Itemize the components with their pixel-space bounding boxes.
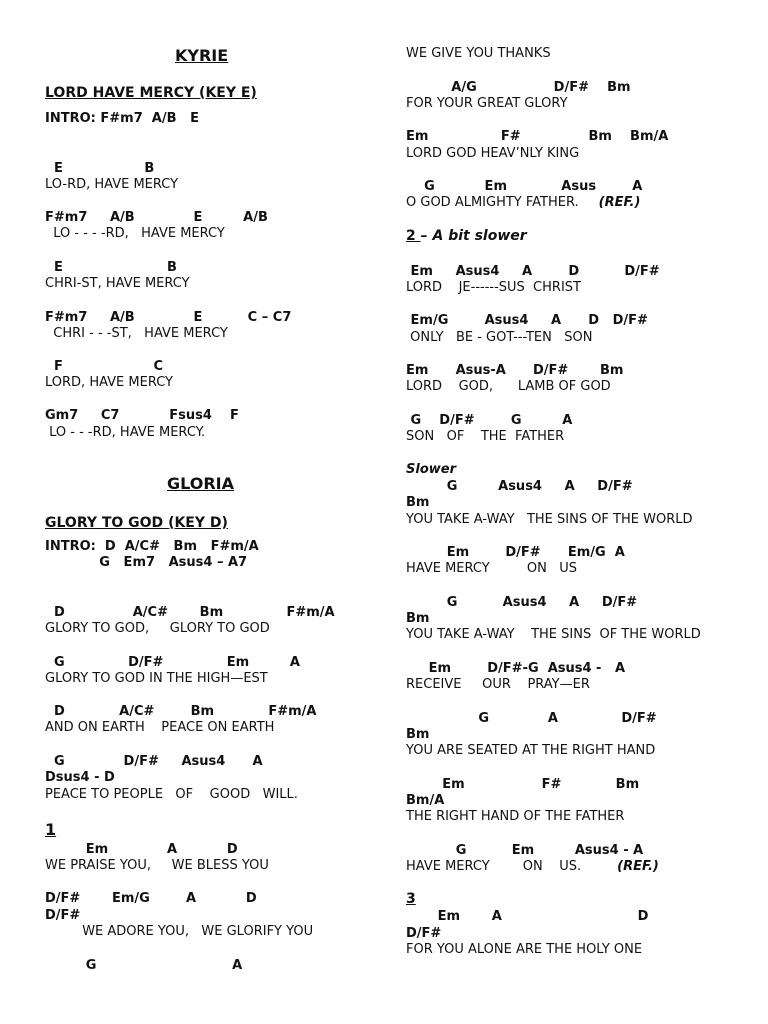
lyric-line xyxy=(406,195,640,210)
gloria-heading xyxy=(45,516,228,531)
lyric-text: O GOD ALMIGHTY FATHER. xyxy=(406,195,579,210)
section-2-number: 2 xyxy=(406,228,421,244)
lyric-line: ONLY BE - GOT---TEN SON xyxy=(406,330,593,345)
kyrie-title: KYRIE xyxy=(175,46,229,65)
chord-line: Em/G Asus4 A D D/F# xyxy=(406,313,648,328)
lyric-line: LO - - -RD, HAVE MERCY. xyxy=(45,425,206,440)
slower-label: Slower xyxy=(406,462,456,477)
chord-line: Bm xyxy=(406,495,430,510)
chord-line: G D/F# Asus4 A xyxy=(45,754,263,769)
section-2-text: – A bit slower xyxy=(420,228,527,244)
chord-line: Dsus4 - D xyxy=(45,770,115,785)
gloria-key: (KEY D) xyxy=(168,515,228,531)
chord-line: Gm7 C7 Fsus4 F xyxy=(45,408,239,423)
chord-line: G A xyxy=(45,958,243,973)
chord-line: Em D/F# Em/G A xyxy=(406,545,625,560)
chord-line: Bm xyxy=(406,611,430,626)
chord-line: E B xyxy=(45,161,155,176)
lyric-line: CHRI-ST, HAVE MERCY xyxy=(45,276,190,291)
chord-line: Em D/F#-G Asus4 - A xyxy=(406,661,626,676)
lyric-line: SON OF THE FATHER xyxy=(406,429,565,444)
lyric-line: AND ON EARTH PEACE ON EARTH xyxy=(45,720,275,735)
ref-marker: (REF.) xyxy=(617,859,659,874)
chord-line: Em A D xyxy=(406,909,649,924)
lyric-line: PEACE TO PEOPLE OF GOOD WILL. xyxy=(45,787,298,802)
gloria-title: GLORIA xyxy=(167,474,235,493)
lyric-line: YOU TAKE A-WAY THE SINS OF THE WORLD xyxy=(406,627,701,642)
chord-line: D/F# xyxy=(45,908,81,923)
chord-line: D/F# Em/G A D xyxy=(45,891,257,906)
chord-line: Bm/A xyxy=(406,793,445,808)
chord-line: G A D/F# xyxy=(406,711,657,726)
chord-line: D A/C# Bm F#m/A xyxy=(45,704,317,719)
lyric-line: WE PRAISE YOU, WE BLESS YOU xyxy=(45,858,269,873)
lyric-line: YOU ARE SEATED AT THE RIGHT HAND xyxy=(406,743,656,758)
lyric-line: LORD GOD HEAV’NLY KING xyxy=(406,146,580,161)
lyric-line: FOR YOU ALONE ARE THE HOLY ONE xyxy=(406,942,643,957)
kyrie-heading-text: LORD HAVE MERCY xyxy=(45,85,200,101)
gloria-heading-text: GLORY TO GOD xyxy=(45,515,169,531)
lyric-line: RECEIVE OUR PRAY—ER xyxy=(406,677,590,692)
kyrie-key: (KEY E) xyxy=(199,85,257,101)
section-2-heading xyxy=(406,229,527,244)
chord-line: F#m7 A/B E A/B xyxy=(45,210,268,225)
chord-line: F C xyxy=(45,359,163,374)
chord-line: Em F# Bm Bm/A xyxy=(406,129,669,144)
lyric-line: LO - - - -RD, HAVE MERCY xyxy=(45,226,225,241)
lyric-line: LO-RD, HAVE MERCY xyxy=(45,177,179,192)
chord-line: Em F# Bm xyxy=(406,777,640,792)
chord-line: D A/C# Bm F#m/A xyxy=(45,605,335,620)
chord-line: G Asus4 A D/F# xyxy=(406,479,633,494)
kyrie-heading xyxy=(45,86,257,101)
lyric-line: FOR YOUR GREAT GLORY xyxy=(406,96,568,111)
gloria-intro-line2: G Em7 Asus4 – A7 xyxy=(45,555,248,570)
chord-line: G D/F# Em A xyxy=(45,655,300,670)
lyric-line: LORD GOD, LAMB OF GOD xyxy=(406,379,611,394)
ref-marker: (REF.) xyxy=(598,195,641,210)
chord-line: G Em Asus4 - A xyxy=(406,843,644,858)
kyrie-intro: INTRO: F#m7 A/B E xyxy=(45,111,199,126)
lyric-text: HAVE MERCY ON US. xyxy=(406,859,582,874)
section-3-label: 3 xyxy=(406,891,416,907)
chord-line: Em Asus4 A D D/F# xyxy=(406,264,660,279)
lyric-line: WE GIVE YOU THANKS xyxy=(406,46,551,61)
lyric-line: WE ADORE YOU, WE GLORIFY YOU xyxy=(45,924,314,939)
lyric-line: GLORY TO GOD IN THE HIGH—EST xyxy=(45,671,268,686)
chord-line: A/G D/F# Bm xyxy=(406,80,631,95)
chord-line: F#m7 A/B E C – C7 xyxy=(45,310,292,325)
lyric-line: THE RIGHT HAND OF THE FATHER xyxy=(406,809,625,824)
chord-line: Em A D xyxy=(45,842,238,857)
chord-line: G D/F# G A xyxy=(406,413,573,428)
lyric-line: GLORY TO GOD, GLORY TO GOD xyxy=(45,621,270,636)
chord-line: G Em Asus A xyxy=(406,179,643,194)
gloria-intro-line1: INTRO: D A/C# Bm F#m/A xyxy=(45,539,259,554)
chord-line: G Asus4 A D/F# xyxy=(406,595,638,610)
lyric-line: YOU TAKE A-WAY THE SINS OF THE WORLD xyxy=(406,512,693,527)
chord-line: D/F# xyxy=(406,926,442,941)
lyric-line: LORD, HAVE MERCY xyxy=(45,375,174,390)
lyric-line: CHRI - - -ST, HAVE MERCY xyxy=(45,326,228,341)
lyric-line: HAVE MERCY ON US xyxy=(406,561,577,576)
chord-line: Em Asus-A D/F# Bm xyxy=(406,363,624,378)
lyric-line: LORD JE------SUS CHRIST xyxy=(406,280,581,295)
chord-line: E B xyxy=(45,260,177,275)
chord-line: Bm xyxy=(406,727,430,742)
section-1-label: 1 xyxy=(45,820,57,839)
lyric-line xyxy=(406,859,659,874)
